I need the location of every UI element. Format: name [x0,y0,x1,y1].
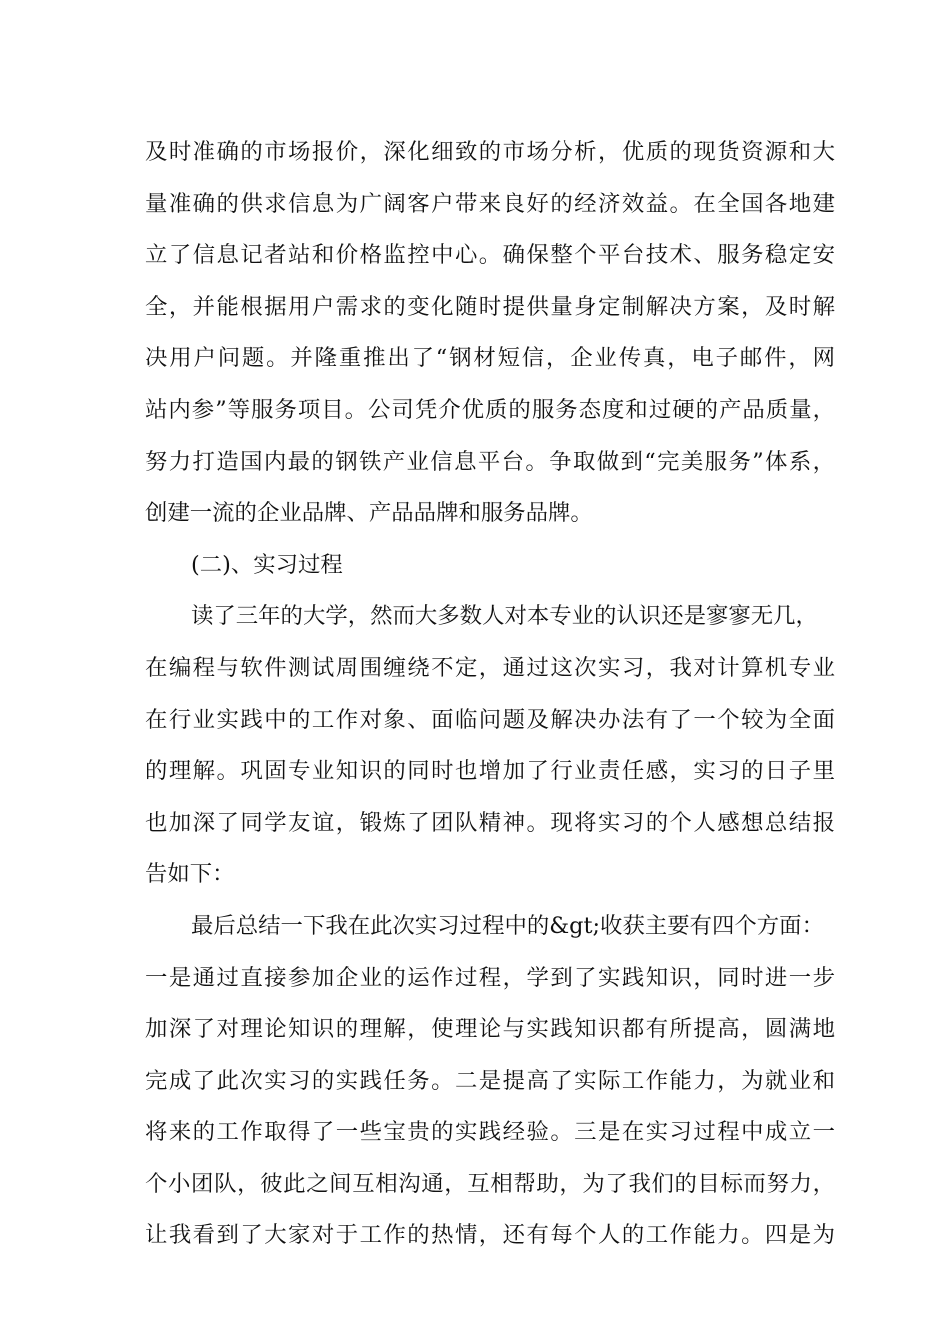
paragraph-line: 立了信息记者站和价格监控中心。确保整个平台技术、服务稳定安 [145,242,835,269]
paragraph-line: 一是通过直接参加企业的运作过程，学到了实践知识，同时进一步 [145,964,835,991]
paragraph-line: 努力打造国内最的钢铁产业信息平台。争取做到“完美服务”体系， [145,448,835,475]
paragraph-line: 创建一流的企业品牌、产品品牌和服务品牌。 [145,500,593,527]
paragraph-company-services [145,127,835,540]
paragraph-line: 及时准确的市场报价，深化细致的市场分析，优质的现货资源和大 [145,139,835,165]
paragraph-line: 加深了对理论知识的理解，使理论与实践知识都有所提高，圆满地 [145,1016,835,1043]
document-page [145,127,835,1262]
paragraph-line: 在行业实践中的工作对象、面临问题及解决办法有了一个较为全面 [145,706,835,733]
paragraph-line: 也加深了同学友谊，锻炼了团队精神。现将实习的个人感想总结报 [145,809,835,836]
paragraph-line: 全，并能根据用户需求的变化随时提供量身定制解决方案，及时解 [145,293,835,320]
paragraph-line: 的理解。巩固专业知识的同时也增加了行业责任感，实习的日子里 [145,758,835,785]
paragraph-line: 读了三年的大学，然而大多数人对本专业的认识还是寥寥无几， [191,603,818,630]
paragraph-line: 将来的工作取得了一些宝贵的实践经验。三是在实习过程中成立一 [145,1119,835,1146]
paragraph-line: 量准确的供求信息为广阔客户带来良好的经济效益。在全国各地建 [145,190,835,217]
paragraph-line: 站内参”等服务项目。公司凭介优质的服务态度和过硬的产品质量， [145,396,835,423]
paragraph-line: 完成了此次实习的实践任务。二是提高了实际工作能力，为就业和 [145,1067,835,1094]
paragraph-line: 最后总结一下我在此次实习过程中的&gt;收获主要有四个方面： [191,912,824,939]
paragraph-line: 告如下： [145,861,235,888]
paragraph-internship-gains [145,901,835,1262]
paragraph-line: 个小团队，彼此之间互相沟通，互相帮助，为了我们的目标而努力， [145,1170,835,1197]
paragraph-line: 在编程与软件测试周围缠绕不定，通过这次实习，我对计算机专业 [145,654,835,681]
paragraph-line: 决用户问题。并隆重推出了“钢材短信，企业传真，电子邮件，网 [145,345,835,372]
paragraph-internship-reflection [145,591,835,901]
paragraph-line: 让我看到了大家对于工作的热情，还有每个人的工作能力。四是为 [145,1222,835,1249]
section-heading: (二)、实习过程 [191,551,343,578]
